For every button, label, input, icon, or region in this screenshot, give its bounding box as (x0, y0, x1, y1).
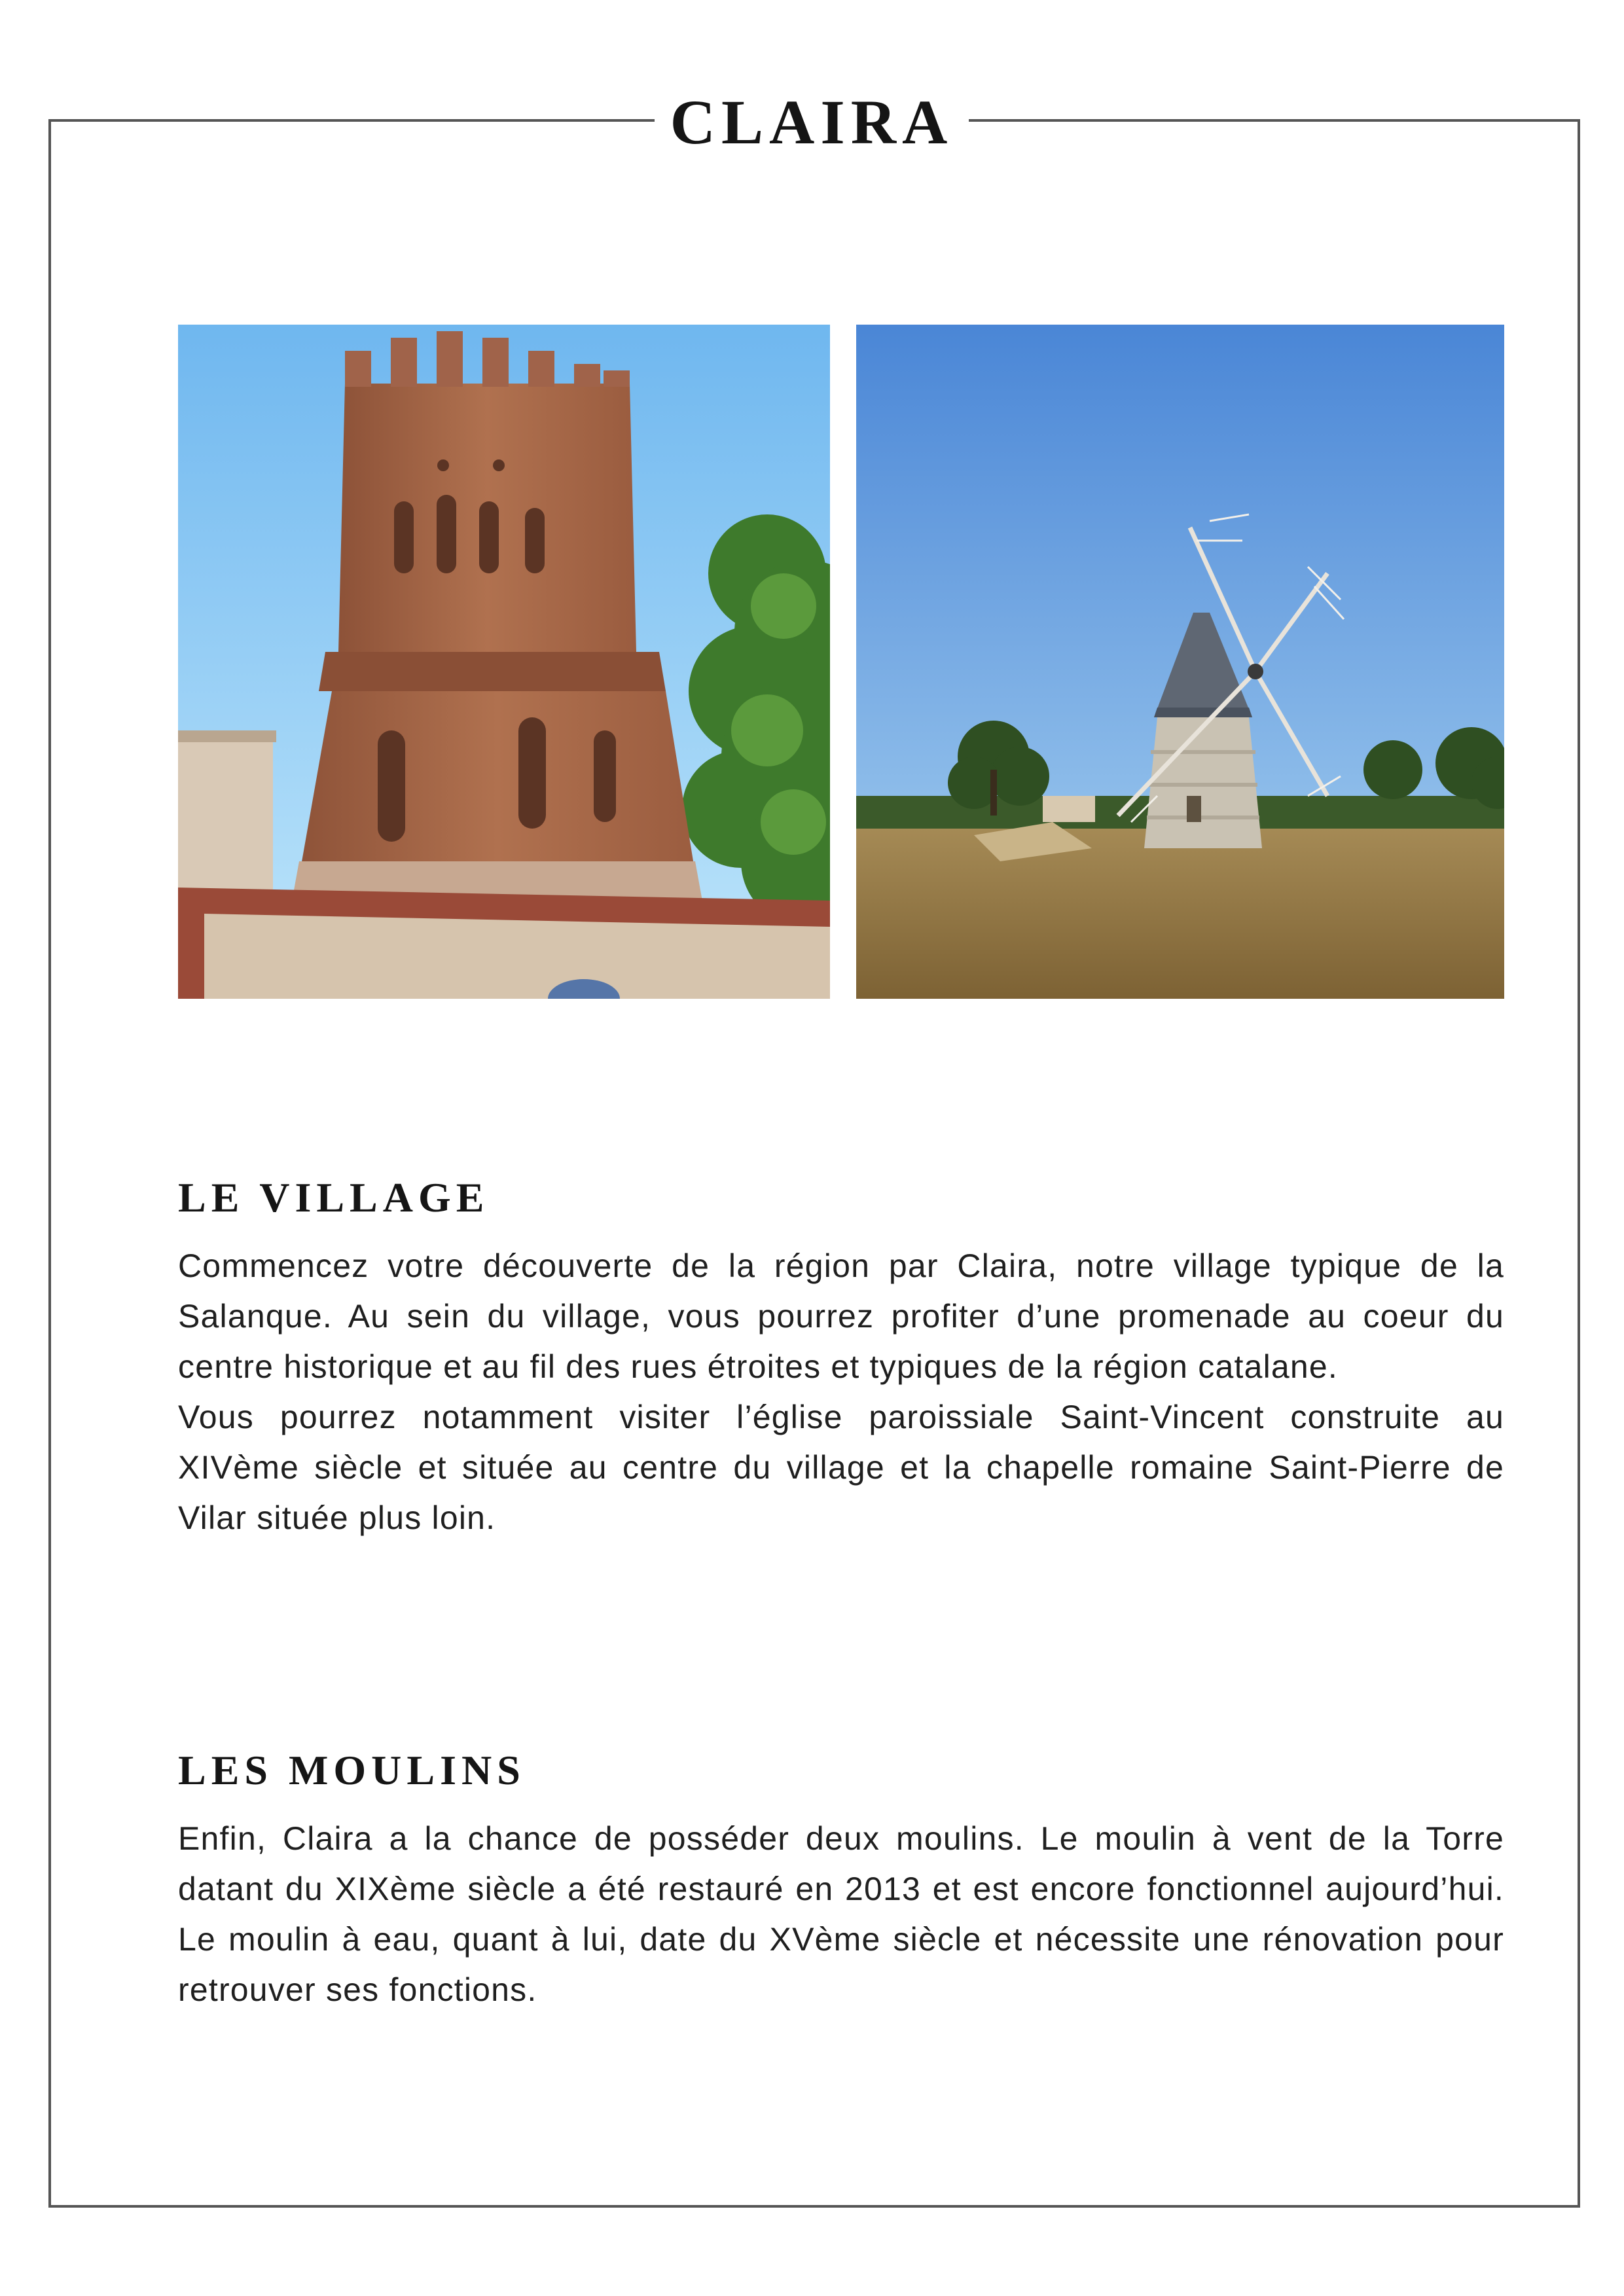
section-paragraph: Commencez votre découverte de la région par Claira, notre village typique de la Salanque. Au sein du village, vous pourrez profiter d’une promenade au coeur du centre historique et au fil des rues étroites et typiques de la région catalane. (178, 1247, 1504, 1385)
section-le-village (178, 1172, 1504, 1543)
page-title: CLAIRA (655, 86, 969, 158)
section-heading: LE VILLAGE (178, 1174, 490, 1221)
windmill-photo (856, 325, 1504, 999)
section-paragraph: Enfin, Claira a la chance de posséder deux moulins. Le moulin à vent de la Torre datant du XIXème siècle a été restauré en 2013 et est encore fonctionnel aujourd’hui. Le moulin à eau, quant à lui, date du XVème siècle et nécessite une rénovation pour retrouver ses fonctions. (178, 1820, 1504, 2008)
church-bell-tower-photo (178, 325, 830, 999)
section-paragraph: Vous pourrez notamment visiter l’église paroissiale Saint-Vincent construite au XIVème siècle et située au centre du village et la chapelle romaine Saint-Pierre de Vilar située plus loin. (178, 1399, 1504, 1536)
section-heading: LES MOULINS (178, 1747, 526, 1793)
section-les-moulins (178, 1744, 1504, 2015)
